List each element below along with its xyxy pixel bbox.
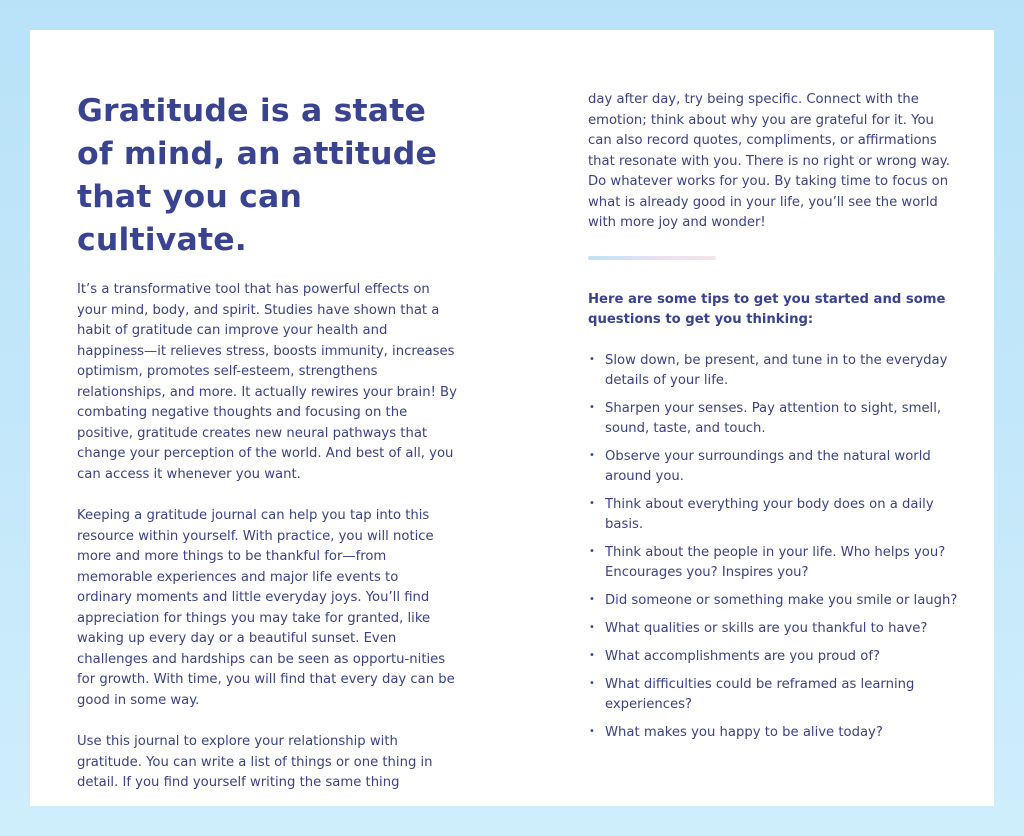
tip-item <box>588 723 960 743</box>
how-to-use-paragraph-continued: day after day, try being specific. Connect with the emotion; think about why you are grateful for it. You can also record quotes, compliments, or affirmations that resonate with you. There is no right or wrong way. Do whatever works for you. By taking time to focus on what is already good in your life, you’ll see the world with more joy and wonder! <box>588 92 950 230</box>
journal-practice-paragraph: Keeping a gratitude journal can help you tap into this resource within yourself. With practice, you will notice more and more things to be thankful for—from memorable experiences and major life events to ordinary moments and little everyday joys. You’ll find appreciation for things you may take for granted, like waking up every day or a beautiful sunset. Even challenges and hardships can be seen as opportu-nities for growth. With time, you will find that every day can be good in some way. <box>77 508 455 708</box>
bullet-icon: • <box>589 593 595 605</box>
tip-text: What accomplishments are you proud of? <box>605 648 880 664</box>
tip-item <box>588 351 960 391</box>
tip-item <box>588 591 960 611</box>
bullet-icon: • <box>589 649 595 661</box>
intro-paragraph: It’s a transformative tool that has powerful effects on your mind, body, and spirit. Studies have shown that a habit of gratitude can improve your health and happiness—it relieves stress, boosts immunity, increases optimism, promotes self-esteem, strengthens relationships, and more. It actually rewires your brain! By combating negative thoughts and focusing on the positive, gratitude creates new neural pathways that change your perception of the world. And best of all, you can access it whenever you want. <box>77 282 457 482</box>
tip-item <box>588 447 960 487</box>
tips-list <box>588 351 960 743</box>
tip-item <box>588 399 960 439</box>
bullet-icon: • <box>589 545 595 557</box>
tip-text: Did someone or something make you smile or laugh? <box>605 592 958 608</box>
tip-item <box>588 647 960 667</box>
tip-text: What qualities or skills are you thankful to have? <box>605 620 928 636</box>
tip-item <box>588 675 960 715</box>
bullet-icon: • <box>589 401 595 413</box>
left-column <box>77 90 457 815</box>
tip-text: Observe your surroundings and the natural world around you. <box>605 448 931 484</box>
bullet-icon: • <box>589 677 595 689</box>
how-to-use-paragraph: Use this journal to explore your relationship with gratitude. You can write a list of things or one thing in detail. If you find yourself writing the same thing <box>77 734 433 790</box>
tip-item <box>588 495 960 535</box>
journal-spread <box>30 30 994 806</box>
tip-text: What difficulties could be reframed as learning experiences? <box>605 676 915 712</box>
bullet-icon: • <box>589 497 595 509</box>
tips-intro: Here are some tips to get you started and some questions to get you thinking: <box>588 291 946 327</box>
tip-text: Sharpen your senses. Pay attention to sight, smell, sound, taste, and touch. <box>605 400 942 436</box>
tip-text: What makes you happy to be alive today? <box>605 724 883 740</box>
page-heading: Gratitude is a state of mind, an attitude that you can cultivate. <box>77 93 438 258</box>
bullet-icon: • <box>589 621 595 633</box>
tip-text: Think about everything your body does on a daily basis. <box>605 496 934 532</box>
bullet-icon: • <box>589 353 595 365</box>
bullet-icon: • <box>589 725 595 737</box>
tip-item <box>588 619 960 639</box>
bullet-icon: • <box>589 449 595 461</box>
tip-text: Slow down, be present, and tune in to the everyday details of your life. <box>605 352 948 388</box>
tip-text: Think about the people in your life. Who helps you? Encourages you? Inspires you? <box>605 544 946 580</box>
tip-item <box>588 543 960 583</box>
right-column <box>588 90 960 751</box>
section-divider <box>588 256 716 260</box>
